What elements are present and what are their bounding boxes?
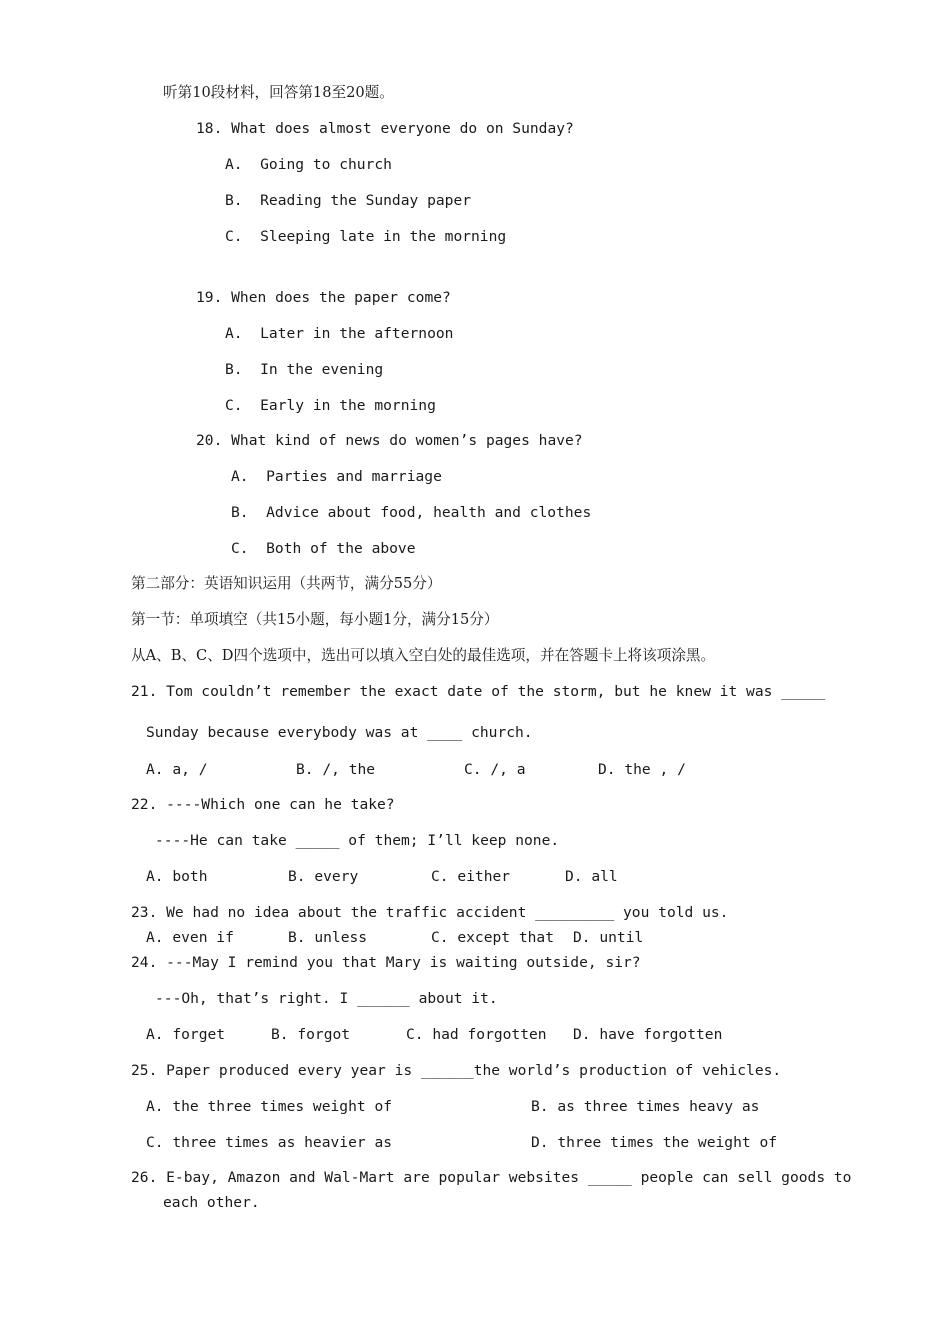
q25-option-c: C. three times as heavier as [146, 1134, 393, 1151]
q18-option-b: B. Reading the Sunday paper [225, 192, 472, 209]
q20-option-a: A. Parties and marriage [231, 468, 442, 485]
part2-title: 第二部分：英语知识运用（共两节，满分55分） [131, 575, 442, 592]
q20-stem: 20. What kind of news do women’s pages have? [196, 432, 583, 449]
q22-option-d: D. all [565, 868, 618, 885]
q23-option-d: D. until [573, 929, 644, 946]
q24-option-b: B. forgot [271, 1026, 351, 1043]
q19-option-a: A. Later in the afternoon [225, 325, 454, 342]
q22-option-c: C. either [431, 868, 511, 885]
q21-option-a: A. a, / [146, 761, 208, 778]
q20-option-b: B. Advice about food, health and clothes [231, 504, 592, 521]
q23-option-a: A. even if [146, 929, 234, 946]
q24-stem-line1: 24. ---May I remind you that Mary is waiting outside, sir? [131, 954, 641, 971]
q26-stem-line1: 26. E-bay, Amazon and Wal-Mart are popular websites _____ people can sell goods to [131, 1169, 852, 1186]
q21-stem-line1: 21. Tom couldn’t remember the exact date of the storm, but he knew it was _____ [131, 683, 826, 700]
q18-stem: 18. What does almost everyone do on Sunday? [196, 120, 574, 137]
q21-stem-line2: Sunday because everybody was at ____ church. [146, 724, 533, 741]
q26-stem-line2: each other. [163, 1194, 260, 1211]
q24-option-c: C. had forgotten [406, 1026, 547, 1043]
q23-option-b: B. unless [288, 929, 368, 946]
q20-option-c: C. Both of the above [231, 540, 416, 557]
listening-intro: 听第10段材料，回答第18至20题。 [163, 84, 394, 101]
q22-stem-line1: 22. ----Which one can he take? [131, 796, 395, 813]
q23-option-c: C. except that [431, 929, 555, 946]
q24-stem-line2: ---Oh, that’s right. I ______ about it. [155, 990, 498, 1007]
q18-option-a: A. Going to church [225, 156, 392, 173]
q24-option-d: D. have forgotten [573, 1026, 723, 1043]
part2-instruction: 从A、B、C、D四个选项中，选出可以填入空白处的最佳选项，并在答题卡上将该项涂黑。 [131, 647, 716, 664]
q22-option-a: A. both [146, 868, 208, 885]
q25-option-b: B. as three times heavy as [531, 1098, 760, 1115]
q21-option-d: D. the , / [598, 761, 686, 778]
q25-stem: 25. Paper produced every year is ______the world’s production of vehicles. [131, 1062, 782, 1079]
q24-option-a: A. forget [146, 1026, 226, 1043]
q23-stem: 23. We had no idea about the traffic accident _________ you told us. [131, 904, 729, 921]
q18-option-c: C. Sleeping late in the morning [225, 228, 507, 245]
q25-option-a: A. the three times weight of [146, 1098, 393, 1115]
q21-option-b: B. /, the [296, 761, 376, 778]
q19-stem: 19. When does the paper come? [196, 289, 451, 306]
part2-section1-title: 第一节：单项填空（共15小题，每小题1分，满分15分） [131, 611, 499, 628]
q25-option-d: D. three times the weight of [531, 1134, 778, 1151]
q22-option-b: B. every [288, 868, 359, 885]
q21-option-c: C. /, a [464, 761, 526, 778]
q19-option-c: C. Early in the morning [225, 397, 436, 414]
q19-option-b: B. In the evening [225, 361, 384, 378]
q22-stem-line2: ----He can take _____ of them; I’ll keep none. [155, 832, 560, 849]
